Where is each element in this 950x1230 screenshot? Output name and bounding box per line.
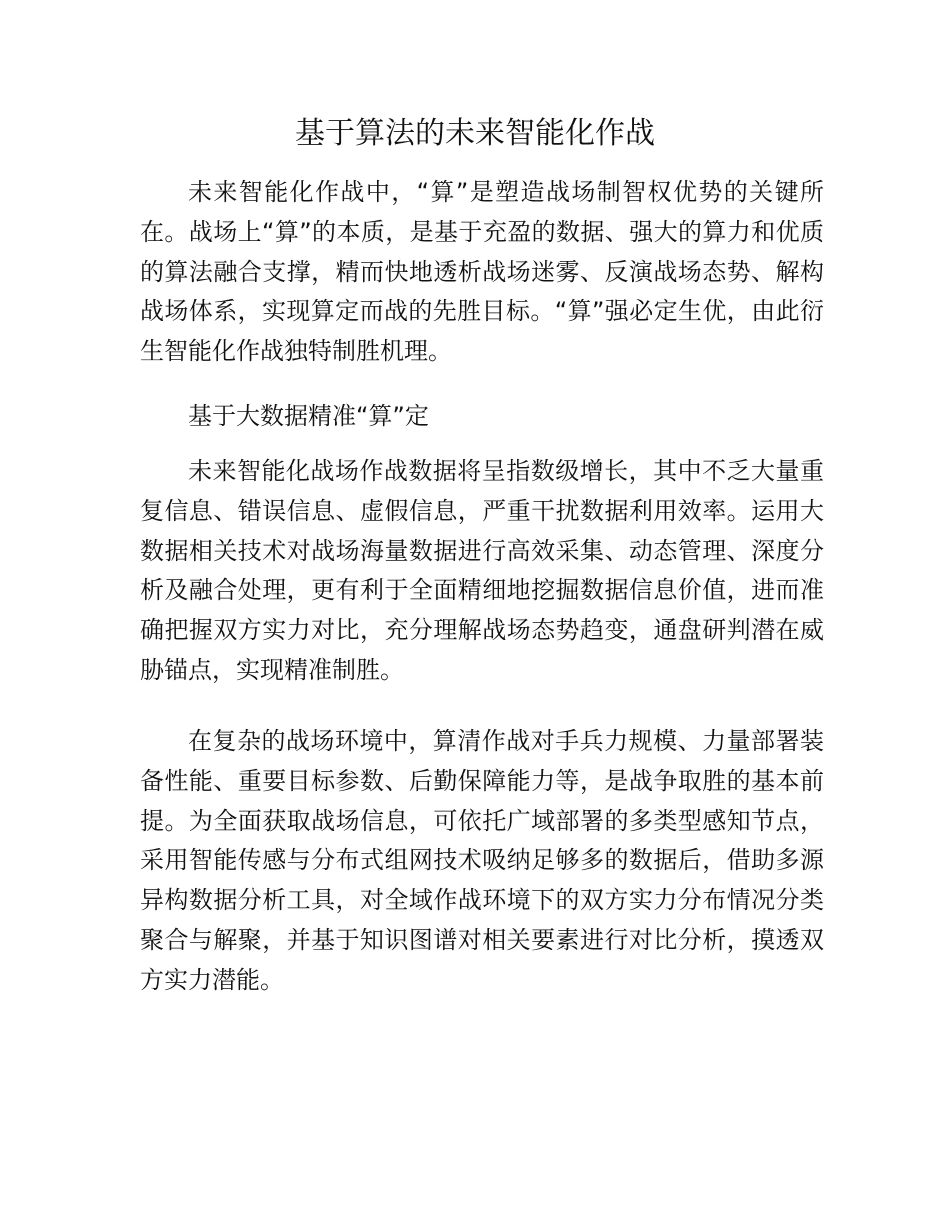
body-paragraph-2: 在复杂的战场环境中，算清作战对手兵力规模、力量部署装备性能、重要目标参数、后勤保障能力等，是战争取胜的基本前提。为全面获取战场信息，可依托广域部署的多类型感知节点，采用智能传感与分布式组网技术吸纳足够多的数据后，借助多源异构数据分析工具，对全域作战环境下的双方实力分布情况分类聚合与解聚，并基于知识图谱对相关要素进行对比分析，摸透双方实力潜能。 <box>140 727 824 994</box>
section-heading: 基于大数据精准“算”定 <box>188 402 429 430</box>
page-title: 基于算法的未来智能化作战 <box>295 116 655 151</box>
intro-paragraph: 未来智能化作战中，“算”是塑造战场制智权优势的关键所在。战场上“算”的本质，是基于充盈的数据、强大的算力和优质的算法融合支撑，精而快地透析战场迷雾、反演战场态势、解构战场体系，实现算定而战的先胜目标。“算”强必定生优，由此衍生智能化作战独特制胜机理。 <box>140 178 824 366</box>
body-paragraph-1: 未来智能化战场作战数据将呈指数级增长，其中不乏大量重复信息、错误信息、虚假信息，严重干扰数据利用效率。运用大数据相关技术对战场海量数据进行高效采集、动态管理、深度分析及融合处理，更有利于全面精细地挖掘数据信息价值，进而准确把握双方实力对比，充分理解战场态势趋变，通盘研判潜在威胁锚点，实现精准制胜。 <box>140 457 824 684</box>
